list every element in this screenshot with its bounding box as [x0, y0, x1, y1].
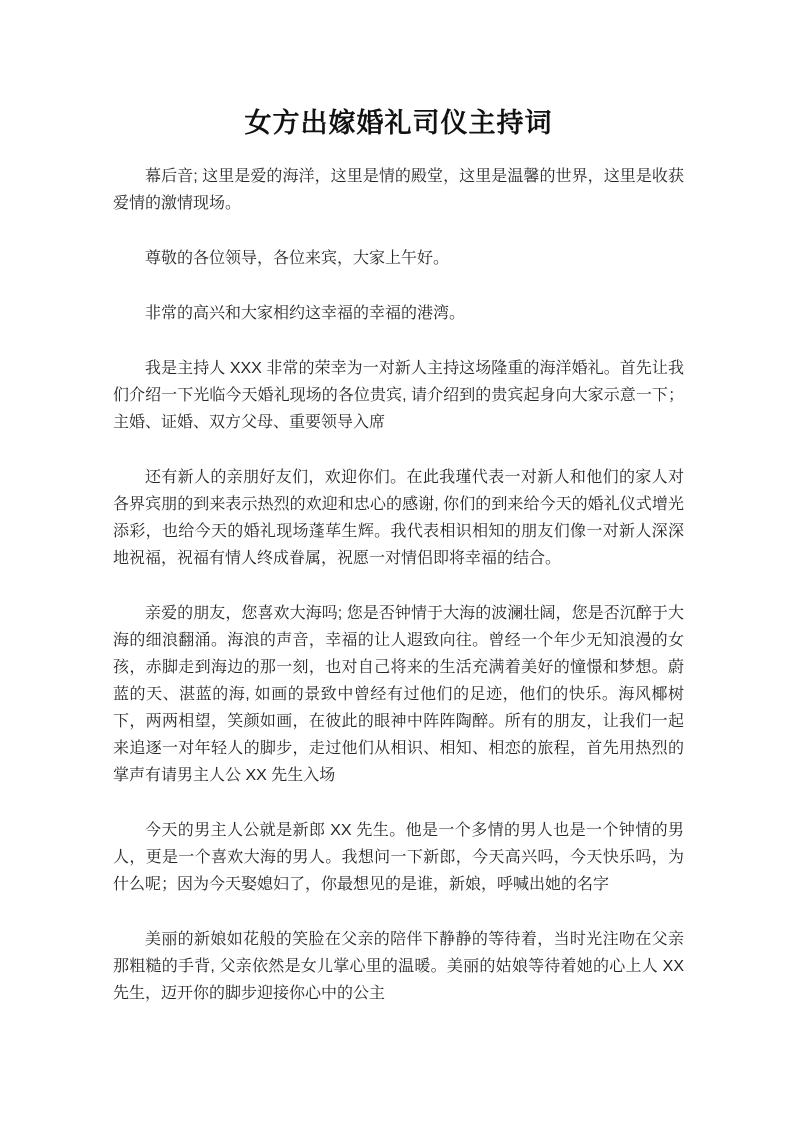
document-title: 女方出嫁婚礼司仪主持词: [244, 108, 553, 138]
paragraph-happy-harbor: 非常的高兴和大家相约这幸福的幸福的港湾。: [145, 305, 466, 322]
paragraph-greeting: 尊敬的各位领导，各位来宾，大家上午好。: [145, 250, 450, 267]
paragraph-sea-story: 亲爱的朋友，您喜欢大海吗; 您是否钟情于大海的波澜壮阔，您是否沉醉于大海的细浪翻涌。海浪的声音，幸福的让人遐致向往。曾经一个年少无知浪漫的女孩，赤脚走到海边的那一刻，也对自己将来的生活充满着美好的憧憬和梦想。蔚蓝的天、湛蓝的海, 如画的景致中曾经有过他们的足迹，他们的快乐。海风椰树下，两两相望，笑颜如画，在彼此的眼神中阵阵陶醉。所有的朋友，让我们一起来追逐一对年轻人的脚步，走过他们从相识、相知、相恋的旅程，首先用热烈的掌声有请男主人公 XX 先生入场: [113, 605, 684, 784]
paragraph-bride-waiting: 美丽的新娘如花般的笑脸在父亲的陪伴下静静的等待着，当时光注吻在父亲那粗糙的手背, 父亲依然是女儿掌心里的温暖。美丽的姑娘等待着她的心上人 XX 先生，迈开你的脚步迎接你心中的公主: [113, 931, 684, 1002]
paragraph-backstage-voice: 幕后音; 这里是爱的海洋，这里是情的殿堂，这里是温馨的世界，这里是收获爱情的激情现场。: [113, 168, 684, 212]
paragraph-welcome-guests: 还有新人的亲朋好友们，欢迎你们。在此我瑾代表一对新人和他们的家人对各界宾朋的到来表示热烈的欢迎和忠心的感谢, 你们的到来给今天的婚礼仪式增光添彩，也给今天的婚礼现场蓬荜生辉。我代表相识相知的朋友们像一对新人深深地祝福，祝福有情人终成眷属，祝愿一对情侣即将幸福的结合。: [113, 469, 684, 567]
paragraph-host-intro: 我是主持人 XXX 非常的荣幸为一对新人主持这场隆重的海洋婚礼。首先让我们介绍一下光临今天婚礼现场的各位贵宾, 请介绍到的贵宾起身向大家示意一下；主婚、证婚、双方父母、重要领导入席: [113, 360, 684, 431]
paragraph-groom-intro: 今天的男主人公就是新郎 XX 先生。他是一个多情的男人也是一个钟情的男人，更是一个喜欢大海的男人。我想问一下新郎，今天高兴吗，今天快乐吗，为什么呢；因为今天娶媳妇了，你最想见的是谁，新娘，呼喊出她的名字: [113, 822, 684, 893]
